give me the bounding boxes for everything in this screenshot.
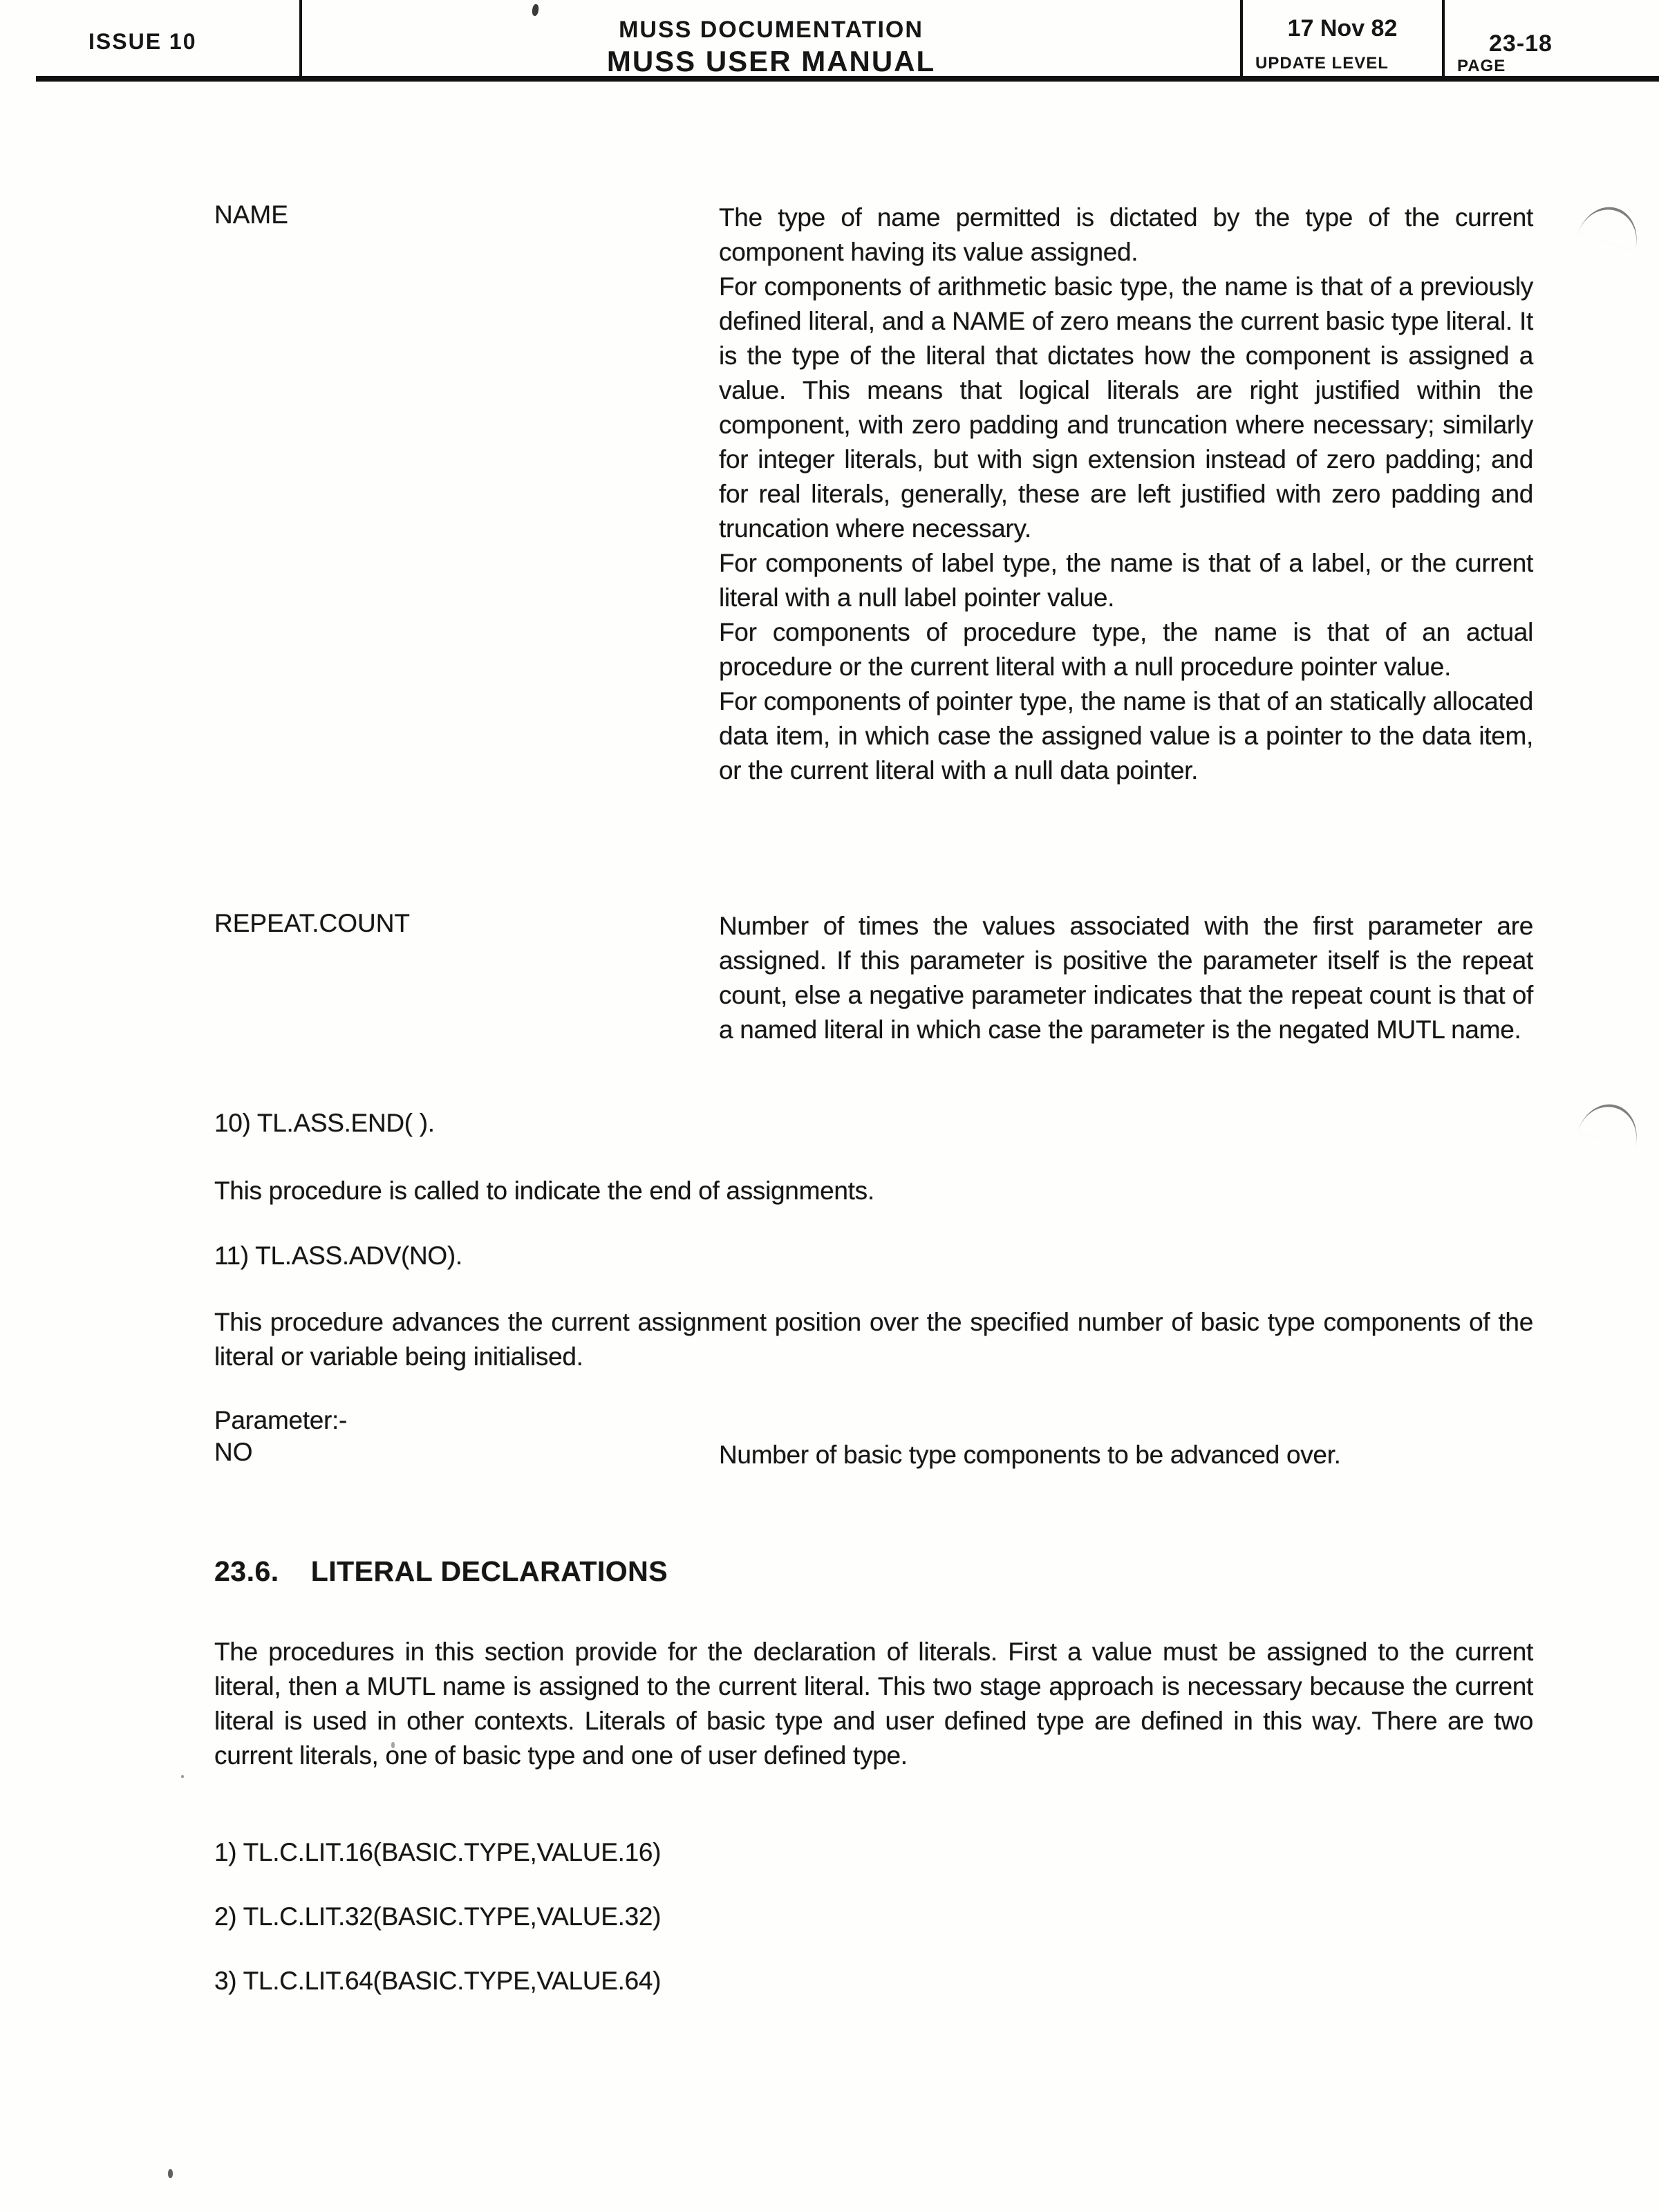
section-number: 23.6. <box>214 1555 279 1587</box>
parameter-description-text: Number of basic type components to be advanced over. <box>719 1441 1341 1469</box>
scan-speck-artifact <box>532 3 539 16</box>
procedure-10-description: This procedure is called to indicate the end of assignments. <box>214 1177 874 1205</box>
section-intro: The procedures in this section provide for the declaration of literals. First a value must be assigned to the current literal, then a MUTL name is assigned to the current literal. This two stage approach is necessary because the current literal is used in other contexts. Literals of basic type and user defined type are defined in this way. There are two current literals, one of basic type and one of user defined type. <box>214 1638 1533 1770</box>
definition-term-name: NAME <box>214 200 288 229</box>
parameter-label: Parameter:- <box>214 1406 348 1434</box>
section-heading <box>214 1555 668 1588</box>
issue-label: ISSUE 10 <box>88 29 197 54</box>
definition-paragraph: For components of pointer type, the name is that of an statically allocated data item, in which case the assigned value is a pointer to the data item, or the current literal with a null data pointer. <box>719 687 1533 785</box>
page-number: 23-18 <box>1489 30 1553 57</box>
definition-paragraph: For components of arithmetic basic type, the name is that of a previously defined literal, and a NAME of zero means the current basic type literal. It is the type of the literal that dictates how the component is assigned a value. This means that logical literals are right justified within the component, with zero padding and truncation where necessary; similarly for integer literals, but with sign extension instead of zero padding; and for real literals, generally, these are left justified with zero padding and truncation where necessary. <box>719 272 1533 543</box>
definition-paragraph: The type of name permitted is dictated by the type of the current component having its value assigned. <box>719 203 1533 266</box>
update-date: 17 Nov 82 <box>1287 15 1398 41</box>
definition-paragraph: For components of procedure type, the name is that of an actual procedure or the current literal with a null procedure pointer value. <box>719 618 1533 681</box>
update-level-cell <box>1243 0 1442 76</box>
document-title-line1: MUSS DOCUMENTATION <box>619 17 924 43</box>
definition-desc-repeat-count <box>719 909 1533 1047</box>
scan-speck-artifact <box>181 1775 184 1778</box>
parameter-description <box>719 1438 1533 1472</box>
definition-paragraph: Number of times the values associated with the first parameter are assigned. If this parameter is positive the parameter itself is the repeat count, else a negative parameter indicates that the repeat count is that of a named literal in which case the parameter is the negated MUTL name. <box>719 912 1533 1044</box>
definition-desc-name <box>719 200 1533 788</box>
page-number-cell <box>1445 0 1659 76</box>
definition-paragraph: For components of label type, the name is that of a label, or the current literal with a null label pointer value. <box>719 549 1533 612</box>
update-level-label: UPDATE LEVEL <box>1255 54 1389 73</box>
literal-call-1: 1) TL.C.LIT.16(BASIC.TYPE,VALUE.16) <box>214 1838 662 1866</box>
definition-term-repeat-count: REPEAT.COUNT <box>214 909 411 937</box>
procedure-11-description: This procedure advances the current assignment position over the specified number of basic type components of the literal or variable being initialised. <box>214 1308 1533 1371</box>
literal-call-2: 2) TL.C.LIT.32(BASIC.TYPE,VALUE.32) <box>214 1902 662 1931</box>
scan-curl-artifact <box>1577 200 1644 251</box>
section-title: LITERAL DECLARATIONS <box>310 1555 668 1587</box>
page-label: PAGE <box>1457 57 1506 75</box>
document-title-line2: MUSS USER MANUAL <box>606 45 936 77</box>
scan-speck-artifact <box>168 2169 173 2178</box>
scan-speck-artifact <box>391 1742 395 1748</box>
scan-curl-artifact <box>1577 1097 1644 1148</box>
procedure-11-label: 11) TL.ASS.ADV(NO). <box>214 1241 462 1270</box>
document-title <box>302 17 1240 78</box>
procedure-10-label: 10) TL.ASS.END( ). <box>214 1109 435 1137</box>
parameter-term: NO <box>214 1438 253 1466</box>
literal-call-3: 3) TL.C.LIT.64(BASIC.TYPE,VALUE.64) <box>214 1967 662 1995</box>
